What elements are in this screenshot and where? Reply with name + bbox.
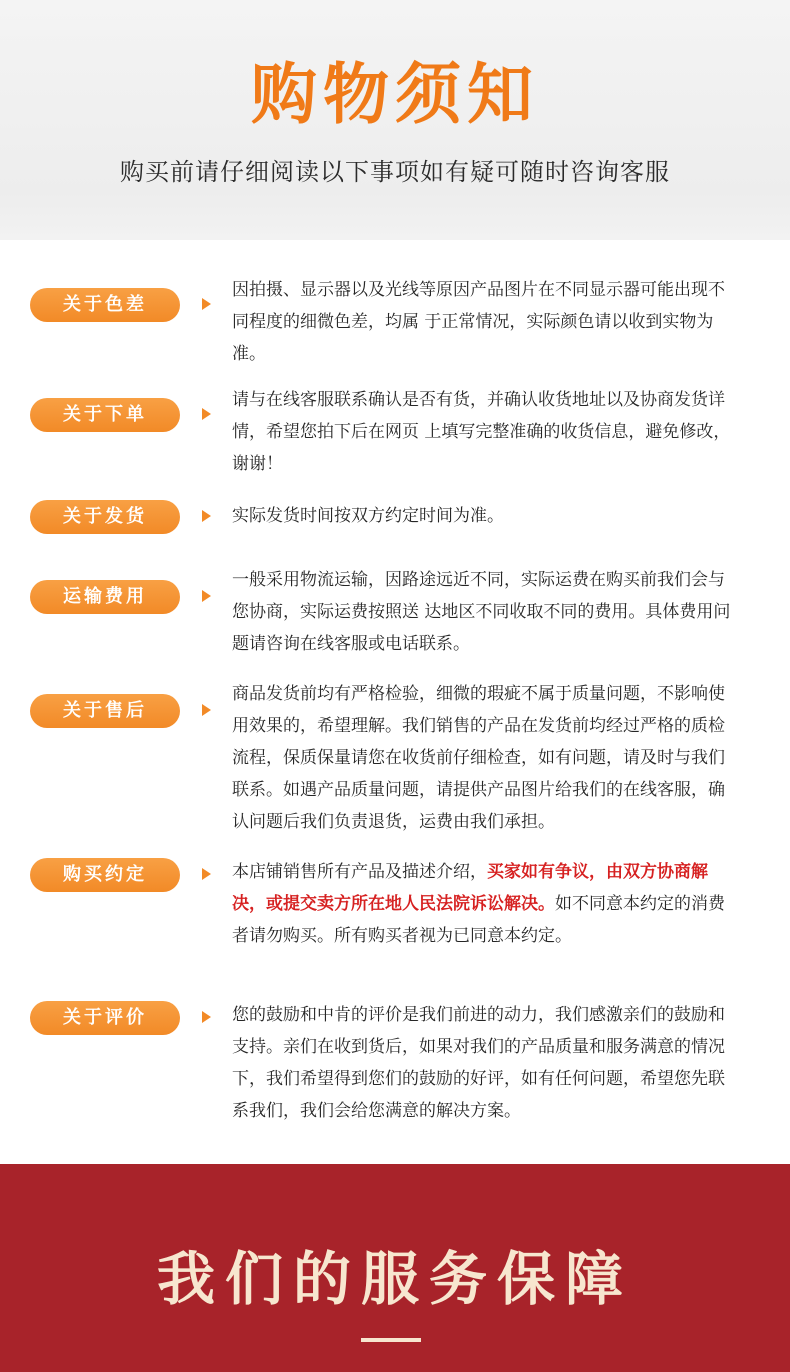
arrow-right-icon [202, 1011, 211, 1023]
agreement-text-highlight: 买家如有争议，由双方协商解决，或提交卖方所在地人民法院诉讼解决。 [232, 862, 708, 914]
arrow-right-icon [202, 408, 211, 420]
section-text-shipping: 实际发货时间按双方约定时间为准。 [232, 506, 504, 526]
page-subtitle: 购买前请仔细阅读以下事项如有疑可随时咨询客服 [120, 158, 670, 186]
section-text-ordering: 请与在线客服联系确认是否有货，并确认收货地址以及协商发货详情，希望您拍下后在网页 上填写完整准确的收货信息，避免修改，谢谢！ [232, 390, 731, 474]
arrow-right-icon [202, 868, 211, 880]
section-label-reviews: 关于评价 [30, 1001, 180, 1035]
agreement-text-after: 如不同意本约定的消费者请勿购买。所有购买者视为已同意本约定。 [232, 894, 725, 946]
section-label-after-sales: 关于售后 [30, 694, 180, 728]
header-banner [0, 0, 790, 240]
section-text-purchase-agreement [232, 856, 736, 952]
section-label-ordering: 关于下单 [30, 398, 180, 432]
section-text-reviews: 您的鼓励和中肯的评价是我们前进的动力，我们感激亲们的鼓励和支持。亲们在收到货后，如果对我们的产品质量和服务满意的情况下，我们希望得到您们的鼓励的好评，如有任何问题，希望您先联系我们，我们会给您满意的解决方案。 [232, 1005, 725, 1121]
section-text-transport-fee: 一般采用物流运输，因路途远近不同，实际运费在购买前我们会与您协商，实际运费按照送 达地区不同收取不同的费用。具体费用问题请咨询在线客服或电话联系。 [232, 570, 731, 654]
section-label-color-difference: 关于色差 [30, 288, 180, 322]
arrow-right-icon [202, 590, 211, 602]
section-text-color-difference: 因拍摄、显示器以及光线等原因产品图片在不同显示器可能出现不同程度的细微色差，均属 于正常情况，实际颜色请以收到实物为准。 [232, 280, 725, 364]
arrow-right-icon [202, 704, 211, 716]
section-label-shipping: 关于发货 [30, 500, 180, 534]
footer-divider [361, 1338, 421, 1342]
page-title: 购物须知 [251, 56, 539, 133]
section-text-after-sales: 商品发货前均有严格检验，细微的瑕疵不属于质量问题，不影响使用效果的，希望理解。我们销售的产品在发货前均经过严格的质检流程，保质保量请您在收货前仔细检查，如有问题，请及时与我们联系。如遇产品质量问题，请提供产品图片给我们的在线客服，确认问题后我们负责退货，运费由我们承担。 [232, 684, 725, 832]
section-label-purchase-agreement: 购买约定 [30, 858, 180, 892]
arrow-right-icon [202, 298, 211, 310]
agreement-text-before: 本店铺销售所有产品及描述介绍， [232, 862, 487, 882]
section-label-transport-fee: 运输费用 [30, 580, 180, 614]
footer-title: 我们的服务保障 [156, 1245, 633, 1313]
arrow-right-icon [202, 510, 211, 522]
